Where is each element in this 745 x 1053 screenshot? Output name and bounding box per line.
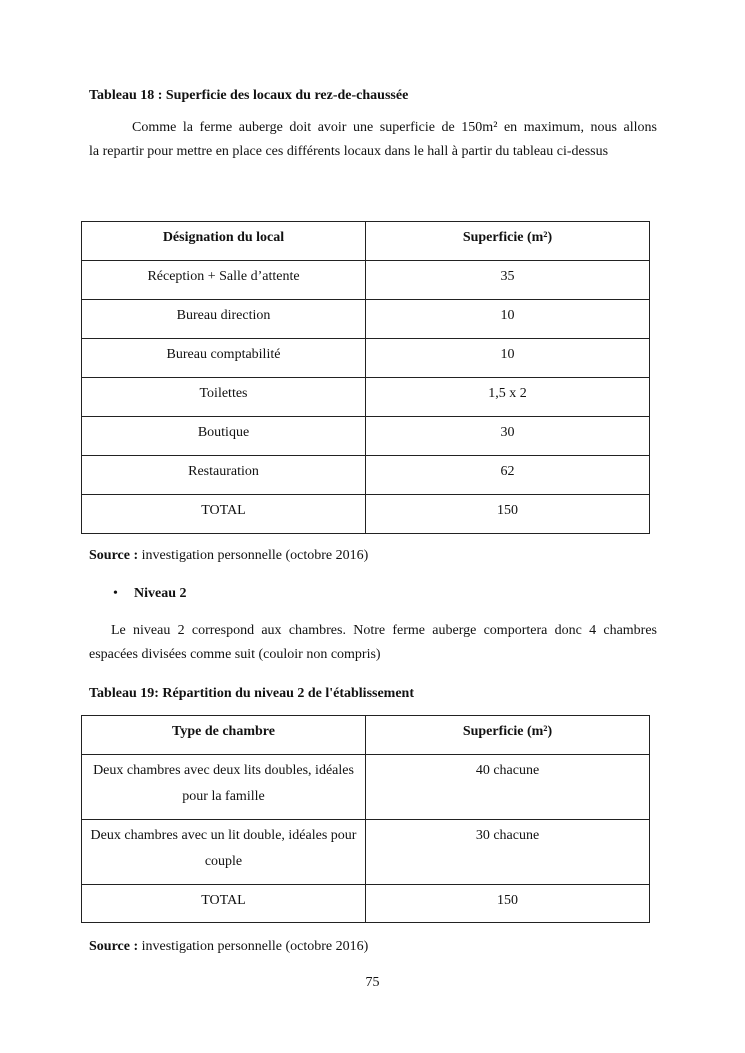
table-cell: 10 bbox=[366, 339, 650, 378]
niveau2-paragraph bbox=[89, 619, 657, 667]
table-header-cell: Superficie (m²) bbox=[366, 716, 650, 755]
bullet-dot: • bbox=[113, 586, 118, 601]
table-header-cell: Désignation du local bbox=[82, 222, 366, 261]
table-cell: Restauration bbox=[82, 456, 366, 495]
table-header-cell: Superficie (m²) bbox=[366, 222, 650, 261]
table-cell: TOTAL bbox=[82, 885, 366, 923]
table-cell: Deux chambres avec un lit double, idéales pour couple bbox=[82, 820, 366, 885]
table-total-row bbox=[82, 885, 650, 923]
table-cell: Deux chambres avec deux lits doubles, idéales pour la famille bbox=[82, 755, 366, 820]
table-header-cell: Type de chambre bbox=[82, 716, 366, 755]
intro-line-2: la repartir pour mettre en place ces différents locaux dans le hall à partir du tableau ci-dessus bbox=[89, 144, 609, 159]
source-label: Source : bbox=[89, 939, 139, 954]
table-cell: Toilettes bbox=[82, 378, 366, 417]
table-cell: TOTAL bbox=[82, 495, 366, 534]
table-cell: Réception + Salle d’attente bbox=[82, 261, 366, 300]
table-cell: 10 bbox=[366, 300, 650, 339]
niveau2-line-2: espacées divisées comme suit (couloir non compris) bbox=[89, 647, 381, 662]
table-total-row bbox=[82, 495, 650, 534]
table-row bbox=[82, 378, 650, 417]
table-row bbox=[82, 417, 650, 456]
table-cell: 150 bbox=[366, 495, 650, 534]
table-row bbox=[82, 456, 650, 495]
table-row bbox=[82, 755, 650, 820]
niveau2-bullet-item bbox=[113, 586, 187, 602]
table-row bbox=[82, 300, 650, 339]
table18-source bbox=[89, 548, 368, 564]
table-header-row bbox=[82, 222, 650, 261]
table-cell: 1,5 x 2 bbox=[366, 378, 650, 417]
table-row bbox=[82, 261, 650, 300]
table18 bbox=[81, 221, 650, 534]
table-cell: 40 chacune bbox=[366, 755, 650, 820]
intro-line-1: Comme la ferme auberge doit avoir une superficie de 150m² en maximum, nous allons bbox=[132, 120, 657, 135]
table-cell: 30 bbox=[366, 417, 650, 456]
table-row bbox=[82, 339, 650, 378]
table-cell: 62 bbox=[366, 456, 650, 495]
table-cell: Boutique bbox=[82, 417, 366, 456]
intro-paragraph bbox=[89, 116, 657, 164]
table-cell: 30 chacune bbox=[366, 820, 650, 885]
table19 bbox=[81, 715, 650, 923]
table18-caption: Tableau 18 : Superficie des locaux du rez-de-chaussée bbox=[89, 88, 409, 103]
table-cell: Bureau comptabilité bbox=[82, 339, 366, 378]
niveau2-line-1: Le niveau 2 correspond aux chambres. Notre ferme auberge comportera donc 4 chambres bbox=[111, 623, 657, 638]
source-label: Source : bbox=[89, 548, 139, 563]
page-number: 75 bbox=[365, 975, 380, 990]
niveau2-heading: Niveau 2 bbox=[134, 586, 187, 601]
table19-caption: Tableau 19: Répartition du niveau 2 de l'établissement bbox=[89, 686, 415, 701]
table-cell: Bureau direction bbox=[82, 300, 366, 339]
source-text: investigation personnelle (octobre 2016) bbox=[138, 939, 369, 954]
table-cell: 35 bbox=[366, 261, 650, 300]
table-header-row bbox=[82, 716, 650, 755]
source-text: investigation personnelle (octobre 2016) bbox=[138, 548, 369, 563]
table-row bbox=[82, 820, 650, 885]
table19-source bbox=[89, 939, 368, 955]
table-cell: 150 bbox=[366, 885, 650, 923]
